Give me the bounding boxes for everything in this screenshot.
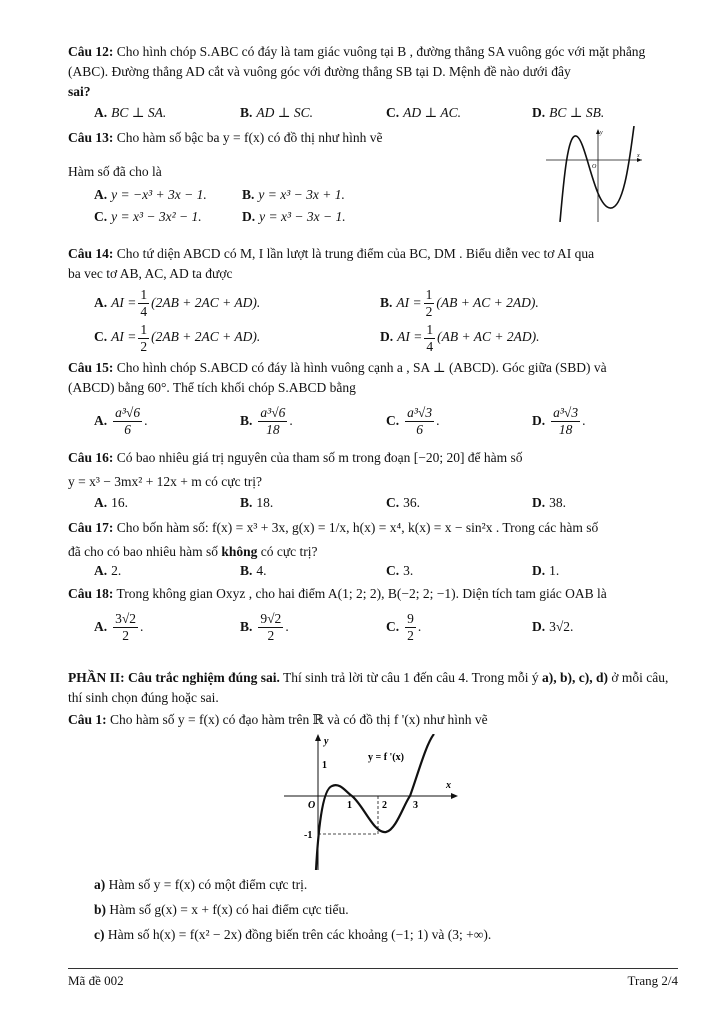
question-18 [68,584,678,668]
y-axis-label: y [600,130,603,136]
option-a[interactable]: A. y = −x³ + 3x − 1. [94,187,207,202]
question-15 [68,358,678,448]
x-axis-arrow [451,793,458,799]
option-a[interactable]: A. $\frac{\text{a³√6}}{6}$ . [94,405,148,438]
question-label: Câu 18: [68,586,114,601]
option-a[interactable]: A. BC ⊥ SA. [94,105,167,120]
curve-label: y = f '(x) [368,752,404,763]
option-c[interactable]: C. $\frac{9}{2}$ . [386,611,422,644]
y-tick-1: 1 [322,760,327,771]
option-c[interactable]: C. $\frac{\text{a³√3}}{6}$ . [386,405,440,438]
question-stem: Cho hình chóp S.ABCD có đáy là hình vuông cạnh a , SA ⊥ (ABCD). Góc giữa (SBD) và [116,360,607,375]
question-stem: Có bao nhiêu giá trị nguyên của tham số m trong đoạn [−20; 20] để hàm số [116,450,523,465]
option-b[interactable]: B. AI = $\frac{1}{2}$ (AB + AC + 2AD). [380,287,539,320]
option-c[interactable]: C. y = x³ − 3x² − 1. [94,209,202,224]
option-b[interactable]: B. y = x³ − 3x + 1. [242,187,345,202]
part-2-header: PHẦN II: Câu trắc nghiệm đúng sai. Thí sinh trả lời từ câu 1 đến câu 4. Trong mỗi ý a), b), c), d) ở mỗi câu, thí sinh chọn đúng hoặc sai. [68,670,669,705]
question-16 [68,448,678,512]
option-d[interactable]: D. $\frac{\text{a³√3}}{18}$ . [532,405,586,438]
option-d[interactable]: D. AI = $\frac{1}{4}$ (AB + AC + 2AD). [380,321,540,354]
option-a[interactable]: A. $\frac{3√2}{2}$ . [94,611,144,644]
question-label: Câu 13: [68,130,114,145]
part-2-question-1 [68,710,678,947]
y-axis-arrow [315,734,321,741]
question-label: Câu 12: [68,44,114,59]
x-tick-1: 1 [347,800,352,811]
options [94,608,678,646]
statement-a[interactable]: a) Hàm số y = f(x) có một điểm cực trị. [94,877,308,892]
statement-c[interactable]: c) Hàm số h(x) = f(x² − 2x) đồng biến trên các khoảng (−1; 1) và (3; +∞). [94,927,492,942]
cubic-curve [560,126,634,222]
question-stem: Cho hình chóp S.ABC có đáy là tam giác vuông tại B , đường thẳng SA vuông góc với mặt phẳng (ABC). Đường thẳng AD cắt và vuông góc với đường thẳng SB tại D. Mệnh đề nào dưới đây [68,44,646,79]
y-tick-minus-1: -1 [304,830,313,841]
question-label: Câu 1: [68,712,107,727]
option-d[interactable]: D. BC ⊥ SB. [532,105,605,120]
x-tick-2: 2 [382,800,387,811]
option-b[interactable]: B. $\frac{\text{a³√6}}{18}$ . [240,405,293,438]
question-17: Câu 17: Cho bốn hàm số: f(x) = x³ + 3x, g(x) = 1/x, h(x) = x⁴, k(x) = x − sin²x . Trong các hàm số đã cho có bao nhiêu hàm số không có cực trị? A. 2. B. 4. C. 3. D. 1. [68,518,678,580]
page-footer [68,968,678,989]
option-b[interactable]: B. 18. [240,495,274,510]
options-row-2 [94,320,678,354]
option-a[interactable]: A. 2. [94,563,122,578]
x-axis-label: x [637,153,640,159]
exam-page [68,42,678,947]
option-c[interactable]: C. AI = $\frac{1}{2}$ (2AB + 2AC + AD). [94,321,261,354]
option-b[interactable]: B. 4. [240,563,267,578]
x-tick-3: 3 [413,800,418,811]
question-stem: Cho hàm số y = f(x) có đạo hàm trên ℝ và có đồ thị f '(x) như hình vẽ [110,712,488,727]
options [94,562,678,580]
options [94,102,678,124]
origin-label: O [592,164,597,170]
question-stem: Cho bốn hàm số: f(x) = x³ + 3x, g(x) = 1/x, h(x) = x⁴, k(x) = x − sin²x . Trong các hàm số [116,520,599,535]
question-12 [68,42,678,128]
options [94,492,678,514]
option-c[interactable]: C. AD ⊥ AC. [386,105,461,120]
question-stem-2: (ABCD) bằng 60°. Thể tích khối chóp S.ABCD bằng [68,380,356,395]
derivative-graph [274,734,464,870]
question-label: Câu 16: [68,450,114,465]
question-stem-2: y = x³ − 3mx² + 12x + m có cực trị? [68,474,262,489]
option-d[interactable]: D. 3√2. [532,619,574,634]
question-stem-2: ba vec tơ AB, AC, AD ta được [68,266,233,281]
option-b[interactable]: B. AD ⊥ SC. [240,105,313,120]
option-c[interactable]: C. 3. [386,563,414,578]
question-stem-end: sai? [68,84,91,99]
question-label: Câu 14: [68,246,114,261]
exam-code: Mã đề 002 [68,973,124,988]
option-a[interactable]: A. AI = $\frac{1}{4}$ (2AB + 2AC + AD). [94,287,261,320]
page-number: Trang 2/4 [627,973,678,988]
option-d[interactable]: D. 1. [532,563,560,578]
statement-b[interactable]: b) Hàm số g(x) = x + f(x) có hai điểm cực tiểu. [94,902,349,917]
options-row-1 [94,286,678,320]
part-2-title: PHẦN II: Câu trắc nghiệm đúng sai. [68,670,280,685]
option-b[interactable]: B. $\frac{9√2}{2}$ . [240,611,289,644]
question-label: Câu 17: [68,520,114,535]
question-sub: Hàm số đã cho là [68,164,162,179]
cubic-graph [546,126,646,222]
option-d[interactable]: D. 38. [532,495,566,510]
option-a[interactable]: A. 16. [94,495,128,510]
question-stem: Cho tứ diện ABCD có M, I lần lượt là trung điểm của BC, DM . Biểu diễn vec tơ AI qua [116,246,595,261]
question-14 [68,244,678,358]
origin-label: O [308,800,316,811]
question-13 [68,128,678,240]
options [94,402,678,440]
question-stem: Cho hàm số bậc ba y = f(x) có đồ thị như hình vẽ [116,130,383,145]
y-axis-label: y [324,736,329,747]
option-d[interactable]: D. y = x³ − 3x − 1. [242,209,346,224]
question-stem: Trong không gian Oxyz , cho hai điểm A(1; 2; 2), B(−2; 2; −1). Diện tích tam giác OAB là [116,586,607,601]
statement-list [94,872,678,947]
question-label: Câu 15: [68,360,114,375]
x-axis-label: x [446,780,451,791]
option-c[interactable]: C. 36. [386,495,420,510]
